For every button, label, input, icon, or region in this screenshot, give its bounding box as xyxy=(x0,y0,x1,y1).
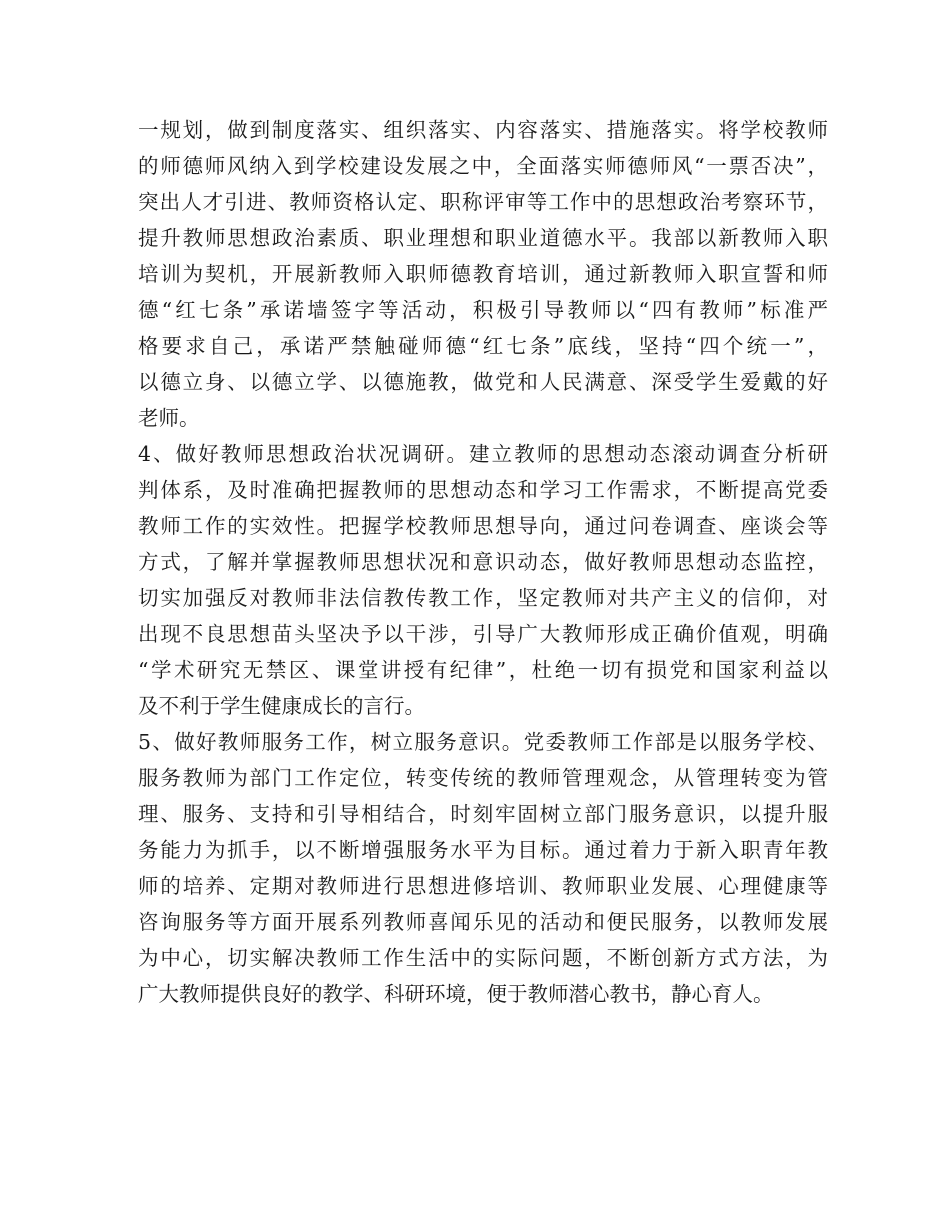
text-line: 判体系，及时准确把握教师的思想动态和学习工作需求，不断提高党委 xyxy=(138,478,828,502)
text-line: 务能力为抓手，以不断增强服务水平为目标。通过着力于新入职青年教 xyxy=(138,838,828,862)
text-line: 出现不良思想苗头坚决予以干涉，引导广大教师形成正确价值观，明确 xyxy=(138,622,828,646)
text-line: 广大教师提供良好的教学、科研环境，便于教师潜心教书，静心育人。 xyxy=(138,982,774,1006)
document-body xyxy=(138,112,828,1012)
text-line: 提升教师思想政治素质、职业理想和职业道德水平。我部以新教师入职 xyxy=(138,226,828,250)
text-line: 5、做好教师服务工作，树立服务意识。党委教师工作部是以服务学校、 xyxy=(138,730,828,754)
text-line: 突出人才引进、教师资格认定、职称评审等工作中的思想政治考察环节， xyxy=(138,190,828,214)
text-line: 及不利于学生健康成长的言行。 xyxy=(138,694,425,718)
text-line: 教师工作的实效性。把握学校教师思想导向，通过问卷调查、座谈会等 xyxy=(138,514,828,538)
text-line: 理、服务、支持和引导相结合，时刻牢固树立部门服务意识，以提升服 xyxy=(138,802,828,826)
text-line: 德“红七条”承诺墙签字等活动，积极引导教师以“四有教师”标准严 xyxy=(138,298,828,322)
text-line: 格要求自己，承诺严禁触碰师德“红七条”底线，坚持“四个统一”， xyxy=(138,334,828,358)
text-line: 为中心，切实解决教师工作生活中的实际问题，不断创新方式方法，为 xyxy=(138,946,828,970)
text-line: 4、做好教师思想政治状况调研。建立教师的思想动态滚动调查分析研 xyxy=(138,442,828,466)
text-line: 一规划，做到制度落实、组织落实、内容落实、措施落实。将学校教师 xyxy=(138,118,828,142)
text-line: 老师。 xyxy=(138,406,200,430)
text-line: 方式，了解并掌握教师思想状况和意识动态，做好教师思想动态监控， xyxy=(138,550,828,574)
text-line: 以德立身、以德立学、以德施教，做党和人民满意、深受学生爱戴的好 xyxy=(138,370,828,394)
text-line: 切实加强反对教师非法信教传教工作，坚定教师对共产主义的信仰，对 xyxy=(138,586,828,610)
text-line: “学术研究无禁区、课堂讲授有纪律”，杜绝一切有损党和国家利益以 xyxy=(138,658,828,682)
text-line: 培训为契机，开展新教师入职师德教育培训，通过新教师入职宣誓和师 xyxy=(138,262,828,286)
text-line: 服务教师为部门工作定位，转变传统的教师管理观念，从管理转变为管 xyxy=(138,766,828,790)
text-line: 的师德师风纳入到学校建设发展之中，全面落实师德师风“一票否决”， xyxy=(138,154,828,178)
text-line: 师的培养、定期对教师进行思想进修培训、教师职业发展、心理健康等 xyxy=(138,874,828,898)
text-line: 咨询服务等方面开展系列教师喜闻乐见的活动和便民服务，以教师发展 xyxy=(138,910,828,934)
